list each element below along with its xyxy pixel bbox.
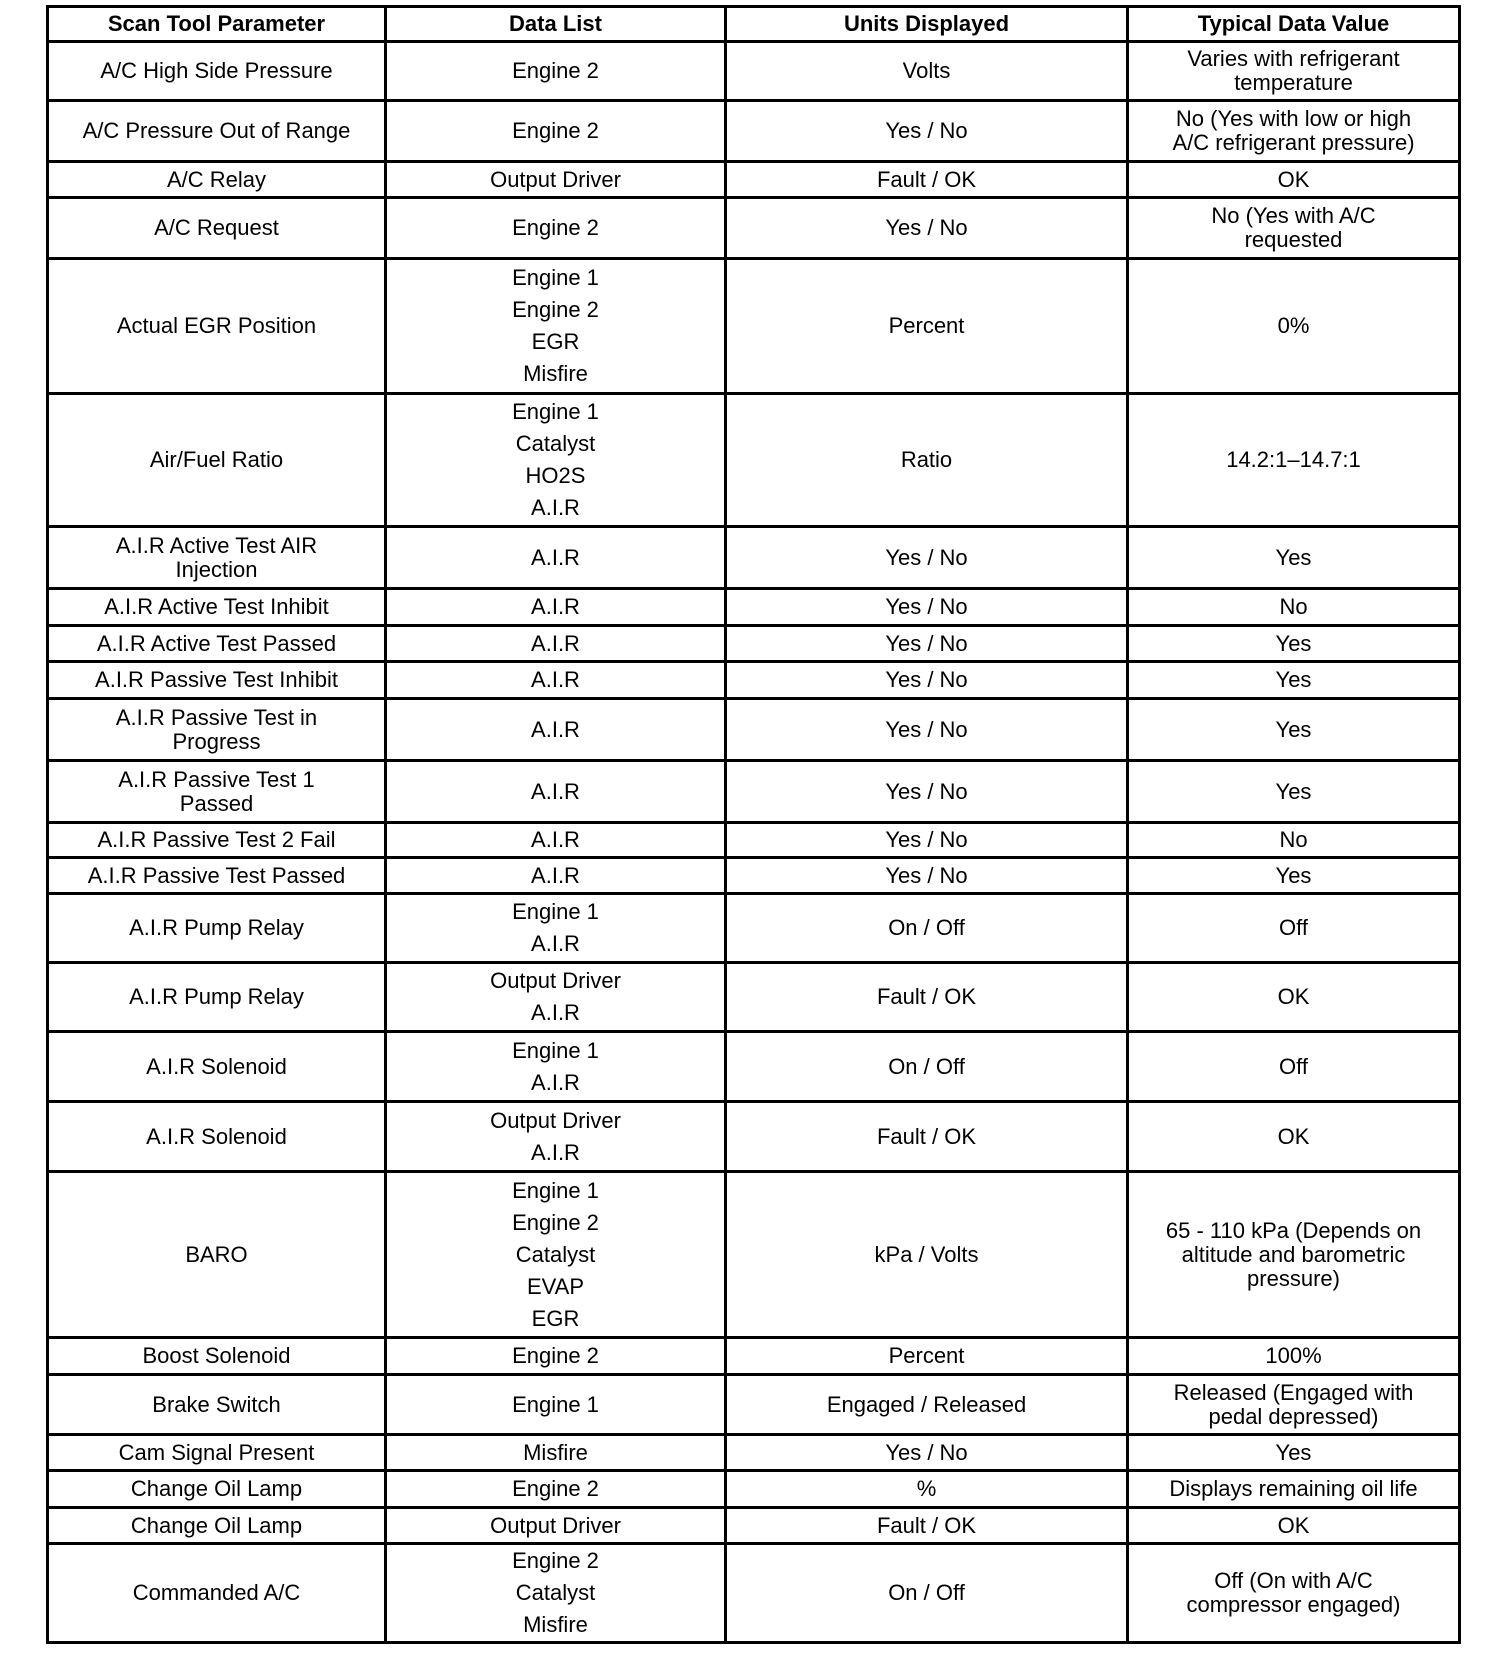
typical-value-cell xyxy=(1128,101,1460,162)
table-row xyxy=(48,1435,1460,1471)
table-row xyxy=(48,1508,1460,1544)
cell-text: A.I.R Passive Test Passed xyxy=(87,862,346,888)
cell-text: A.I.R xyxy=(531,716,580,742)
cell-text: Yes / No xyxy=(885,827,968,852)
typical-value-cell xyxy=(1128,394,1460,527)
data-list-cell xyxy=(386,858,726,894)
table-row xyxy=(48,527,1460,589)
cell-text: On / Off xyxy=(888,1580,965,1605)
cell-text: A.I.R Active Test Inhibit xyxy=(104,594,329,619)
cell-text: A.I.R Passive Test 2 Fail xyxy=(97,827,336,852)
cell-text: Yes / No xyxy=(885,862,968,888)
typical-value-cell xyxy=(1128,823,1460,858)
cell-text: A.I.R xyxy=(531,1000,580,1025)
cell-text: Off (On with A/C xyxy=(1214,1568,1373,1593)
typical-value-cell xyxy=(1128,699,1460,761)
typical-value-cell xyxy=(1128,1544,1460,1643)
table-row xyxy=(48,1032,1460,1102)
cell-text: Engine 2 xyxy=(512,1548,599,1573)
units-cell xyxy=(726,1338,1128,1375)
table-row xyxy=(48,1338,1460,1375)
scan-tool-parameter-table xyxy=(46,5,1461,1644)
cell-text: No xyxy=(1279,827,1308,852)
table-row xyxy=(48,1172,1460,1338)
typical-value-cell xyxy=(1128,626,1460,662)
cell-text: Injection xyxy=(175,556,258,582)
typical-value-cell xyxy=(1128,761,1460,823)
cell-text: Yes xyxy=(1275,630,1312,656)
data-list-cell xyxy=(386,527,726,589)
parameter-cell xyxy=(48,1435,386,1471)
cell-text: Volts xyxy=(902,58,951,83)
cell-text: kPa / Volts xyxy=(874,1241,979,1267)
data-list-cell xyxy=(386,662,726,699)
data-list-cell xyxy=(386,894,726,963)
cell-text: Air/Fuel Ratio xyxy=(149,447,284,472)
parameter-cell xyxy=(48,823,386,858)
table-row xyxy=(48,42,1460,101)
cell-text: Catalyst xyxy=(515,1580,596,1605)
cell-text: Yes / No xyxy=(885,667,968,692)
cell-text: OK xyxy=(1277,1512,1310,1538)
cell-text: A.I.R xyxy=(531,1069,580,1095)
cell-text: Engine 1 xyxy=(512,1177,599,1203)
cell-text: Off xyxy=(1279,1053,1308,1079)
cell-text: Yes / No xyxy=(885,1439,968,1465)
cell-text: Yes / No xyxy=(885,215,968,240)
cell-text: Engine 1 xyxy=(512,1391,599,1417)
cell-text: BARO xyxy=(185,1241,248,1267)
cell-text: Percent xyxy=(888,1343,965,1368)
cell-text: Yes xyxy=(1275,667,1312,692)
data-list-cell xyxy=(386,1172,726,1338)
cell-text: A.I.R Passive Test 1 xyxy=(118,766,315,792)
parameter-cell xyxy=(48,1544,386,1643)
cell-text: Boost Solenoid xyxy=(142,1343,291,1368)
cell-text: Actual EGR Position xyxy=(116,313,317,338)
units-cell xyxy=(726,527,1128,589)
data-list-cell xyxy=(386,589,726,626)
parameter-cell xyxy=(48,42,386,101)
parameter-cell xyxy=(48,527,386,589)
typical-value-cell xyxy=(1128,1375,1460,1435)
cell-text: A/C Pressure Out of Range xyxy=(82,118,351,143)
cell-text: Engine 2 xyxy=(512,1476,599,1501)
units-cell xyxy=(726,1375,1128,1435)
cell-text: EGR xyxy=(531,1305,580,1331)
header-data-list: Data List xyxy=(386,7,726,42)
table-row xyxy=(48,963,1460,1032)
cell-text: A.I.R xyxy=(531,630,580,656)
cell-text: requested xyxy=(1244,227,1343,252)
typical-value-cell xyxy=(1128,1032,1460,1102)
table-row xyxy=(48,1471,1460,1508)
table-row xyxy=(48,1102,1460,1172)
cell-text: A.I.R Pump Relay xyxy=(129,984,304,1009)
cell-text: Yes / No xyxy=(885,118,968,143)
units-cell xyxy=(726,699,1128,761)
table-row xyxy=(48,101,1460,162)
parameter-cell xyxy=(48,589,386,626)
cell-text: A.I.R xyxy=(531,495,580,520)
cell-text: Yes / No xyxy=(885,594,968,619)
cell-text: Commanded A/C xyxy=(132,1580,301,1605)
cell-text: OK xyxy=(1277,166,1310,192)
cell-text: OK xyxy=(1277,984,1310,1009)
cell-text: A.I.R Active Test Passed xyxy=(96,630,337,656)
table-row xyxy=(48,699,1460,761)
units-cell xyxy=(726,1544,1128,1643)
cell-text: Yes xyxy=(1275,1439,1312,1465)
cell-text: 14.2:1–14.7:1 xyxy=(1226,447,1361,472)
cell-text: Misfire xyxy=(523,1612,588,1637)
parameter-cell xyxy=(48,894,386,963)
parameter-cell xyxy=(48,1102,386,1172)
cell-text: Yes / No xyxy=(885,630,968,656)
data-list-cell xyxy=(386,626,726,662)
cell-text: Released (Engaged with xyxy=(1173,1379,1414,1405)
header-typical-data-value: Typical Data Value xyxy=(1128,7,1460,42)
cell-text: EVAP xyxy=(526,1273,585,1299)
data-list-cell xyxy=(386,699,726,761)
cell-text: Engine 1 xyxy=(512,899,599,924)
cell-text: A.I.R xyxy=(531,667,580,692)
parameter-cell xyxy=(48,198,386,259)
cell-text: Engine 1 xyxy=(512,1037,599,1063)
cell-text: Yes xyxy=(1275,716,1312,742)
cell-text: Engine 2 xyxy=(512,215,599,240)
typical-value-cell xyxy=(1128,1471,1460,1508)
typical-value-cell xyxy=(1128,963,1460,1032)
header-scan-tool-parameter: Scan Tool Parameter xyxy=(48,7,386,42)
cell-text: Catalyst xyxy=(515,1241,596,1267)
parameter-cell xyxy=(48,1032,386,1102)
cell-text: Engine 2 xyxy=(512,1209,599,1235)
cell-text: A/C Request xyxy=(154,215,279,240)
typical-value-cell xyxy=(1128,894,1460,963)
units-cell xyxy=(726,1172,1128,1338)
cell-text: A/C High Side Pressure xyxy=(100,58,333,83)
table-row xyxy=(48,259,1460,394)
typical-value-cell xyxy=(1128,1508,1460,1544)
cell-text: A.I.R Passive Test in xyxy=(115,704,318,730)
units-cell xyxy=(726,162,1128,198)
cell-text: compressor engaged) xyxy=(1186,1592,1401,1617)
cell-text: Output Driver xyxy=(490,1107,621,1133)
cell-text: Passed xyxy=(179,790,254,816)
data-list-cell xyxy=(386,1338,726,1375)
typical-value-cell xyxy=(1128,1172,1460,1338)
cell-text: On / Off xyxy=(888,1053,965,1079)
table-row xyxy=(48,858,1460,894)
table-body xyxy=(48,42,1460,1643)
cell-text: Output Driver xyxy=(490,1512,621,1538)
cell-text: EGR xyxy=(531,329,580,354)
parameter-cell xyxy=(48,101,386,162)
cell-text: Fault / OK xyxy=(876,166,977,192)
parameter-cell xyxy=(48,858,386,894)
cell-text: temperature xyxy=(1234,70,1353,95)
data-list-cell xyxy=(386,1435,726,1471)
cell-text: Fault / OK xyxy=(876,984,977,1009)
data-list-cell xyxy=(386,394,726,527)
data-list-cell xyxy=(386,42,726,101)
cell-text: A.I.R xyxy=(531,931,580,956)
cell-text: pedal depressed) xyxy=(1208,1403,1379,1429)
units-cell xyxy=(726,1508,1128,1544)
cell-text: Off xyxy=(1279,915,1308,940)
data-list-cell xyxy=(386,259,726,394)
cell-text: altitude and barometric xyxy=(1181,1241,1406,1267)
units-cell xyxy=(726,761,1128,823)
cell-text: 65 - 110 kPa (Depends on xyxy=(1165,1217,1422,1243)
cell-text: Varies with refrigerant xyxy=(1187,46,1400,71)
table-row xyxy=(48,626,1460,662)
table-row xyxy=(48,823,1460,858)
parameter-cell xyxy=(48,1338,386,1375)
table-header-row xyxy=(48,7,1460,42)
table-row xyxy=(48,1544,1460,1643)
data-list-cell xyxy=(386,1032,726,1102)
parameter-cell xyxy=(48,699,386,761)
table-row xyxy=(48,198,1460,259)
typical-value-cell xyxy=(1128,1102,1460,1172)
cell-text: OK xyxy=(1277,1123,1310,1149)
units-cell xyxy=(726,963,1128,1032)
data-list-cell xyxy=(386,1508,726,1544)
cell-text: Yes / No xyxy=(885,716,968,742)
table-row xyxy=(48,162,1460,198)
typical-value-cell xyxy=(1128,259,1460,394)
parameter-cell xyxy=(48,626,386,662)
typical-value-cell xyxy=(1128,589,1460,626)
units-cell xyxy=(726,1471,1128,1508)
header-units-displayed: Units Displayed xyxy=(726,7,1128,42)
cell-text: A.I.R Solenoid xyxy=(146,1053,287,1079)
cell-text: No (Yes with A/C xyxy=(1211,203,1376,228)
units-cell xyxy=(726,662,1128,699)
cell-text: Engine 1 xyxy=(512,265,599,290)
typical-value-cell xyxy=(1128,162,1460,198)
cell-text: Displays remaining oil life xyxy=(1169,1476,1418,1501)
data-list-cell xyxy=(386,198,726,259)
units-cell xyxy=(726,42,1128,101)
data-list-cell xyxy=(386,1375,726,1435)
cell-text: Yes xyxy=(1275,778,1312,804)
data-list-cell xyxy=(386,823,726,858)
units-cell xyxy=(726,101,1128,162)
units-cell xyxy=(726,858,1128,894)
units-cell xyxy=(726,259,1128,394)
cell-text: A.I.R Passive Test Inhibit xyxy=(95,667,338,692)
table-row xyxy=(48,894,1460,963)
cell-text: Output Driver xyxy=(490,968,621,993)
typical-value-cell xyxy=(1128,662,1460,699)
parameter-cell xyxy=(48,662,386,699)
cell-text: Engine 1 xyxy=(512,399,599,424)
parameter-cell xyxy=(48,1471,386,1508)
cell-text: Catalyst xyxy=(515,431,596,456)
cell-text: Misfire xyxy=(523,1439,588,1465)
data-list-cell xyxy=(386,101,726,162)
cell-text: On / Off xyxy=(888,915,965,940)
units-cell xyxy=(726,394,1128,527)
cell-text: Yes / No xyxy=(885,544,968,570)
cell-text: Engaged / Released xyxy=(826,1391,1027,1417)
typical-value-cell xyxy=(1128,1435,1460,1471)
cell-text: Engine 2 xyxy=(512,1343,599,1368)
units-cell xyxy=(726,823,1128,858)
cell-text: Yes xyxy=(1275,544,1312,570)
typical-value-cell xyxy=(1128,1338,1460,1375)
parameter-cell xyxy=(48,1508,386,1544)
table-row xyxy=(48,589,1460,626)
data-list-cell xyxy=(386,162,726,198)
parameter-cell xyxy=(48,394,386,527)
typical-value-cell xyxy=(1128,42,1460,101)
cell-text: A/C refrigerant pressure) xyxy=(1172,130,1415,155)
table-row xyxy=(48,761,1460,823)
parameter-cell xyxy=(48,162,386,198)
cell-text: Brake Switch xyxy=(152,1391,281,1417)
units-cell xyxy=(726,1032,1128,1102)
cell-text: A.I.R xyxy=(531,594,580,619)
parameter-cell xyxy=(48,963,386,1032)
cell-text: No xyxy=(1279,594,1308,619)
cell-text: Yes xyxy=(1275,862,1312,888)
cell-text: pressure) xyxy=(1247,1265,1340,1291)
cell-text: Yes / No xyxy=(885,778,968,804)
units-cell xyxy=(726,1102,1128,1172)
cell-text: % xyxy=(916,1476,937,1501)
cell-text: Engine 2 xyxy=(512,118,599,143)
cell-text: 100% xyxy=(1265,1343,1322,1368)
data-list-cell xyxy=(386,1544,726,1643)
cell-text: Engine 2 xyxy=(512,297,599,322)
cell-text: Cam Signal Present xyxy=(118,1439,315,1465)
data-list-cell xyxy=(386,963,726,1032)
cell-text: Misfire xyxy=(523,361,588,386)
cell-text: Change Oil Lamp xyxy=(130,1476,303,1501)
cell-text: Progress xyxy=(172,728,261,754)
cell-text: Output Driver xyxy=(490,166,621,192)
table-row xyxy=(48,662,1460,699)
cell-text: A.I.R Active Test AIR xyxy=(115,532,318,558)
parameter-cell xyxy=(48,1375,386,1435)
cell-text: 0% xyxy=(1277,313,1310,338)
parameter-cell xyxy=(48,259,386,394)
cell-text: HO2S xyxy=(525,463,586,488)
cell-text: A.I.R xyxy=(531,1139,580,1165)
table-row xyxy=(48,1375,1460,1435)
cell-text: A.I.R xyxy=(531,862,580,888)
cell-text: A.I.R xyxy=(531,827,580,852)
table-row xyxy=(48,394,1460,527)
cell-text: A/C Relay xyxy=(166,166,267,192)
typical-value-cell xyxy=(1128,527,1460,589)
units-cell xyxy=(726,198,1128,259)
cell-text: Ratio xyxy=(900,447,953,472)
typical-value-cell xyxy=(1128,858,1460,894)
parameter-cell xyxy=(48,1172,386,1338)
cell-text: A.I.R xyxy=(531,544,580,570)
cell-text: A.I.R xyxy=(531,778,580,804)
units-cell xyxy=(726,626,1128,662)
cell-text: A.I.R Solenoid xyxy=(146,1123,287,1149)
cell-text: Fault / OK xyxy=(876,1512,977,1538)
cell-text: Percent xyxy=(888,313,965,338)
units-cell xyxy=(726,1435,1128,1471)
parameter-cell xyxy=(48,761,386,823)
typical-value-cell xyxy=(1128,198,1460,259)
cell-text: Engine 2 xyxy=(512,58,599,83)
cell-text: Fault / OK xyxy=(876,1123,977,1149)
cell-text: A.I.R Pump Relay xyxy=(129,915,304,940)
cell-text: No (Yes with low or high xyxy=(1175,106,1412,131)
data-list-cell xyxy=(386,761,726,823)
cell-text: Change Oil Lamp xyxy=(130,1512,303,1538)
data-list-cell xyxy=(386,1102,726,1172)
data-list-cell xyxy=(386,1471,726,1508)
units-cell xyxy=(726,894,1128,963)
units-cell xyxy=(726,589,1128,626)
